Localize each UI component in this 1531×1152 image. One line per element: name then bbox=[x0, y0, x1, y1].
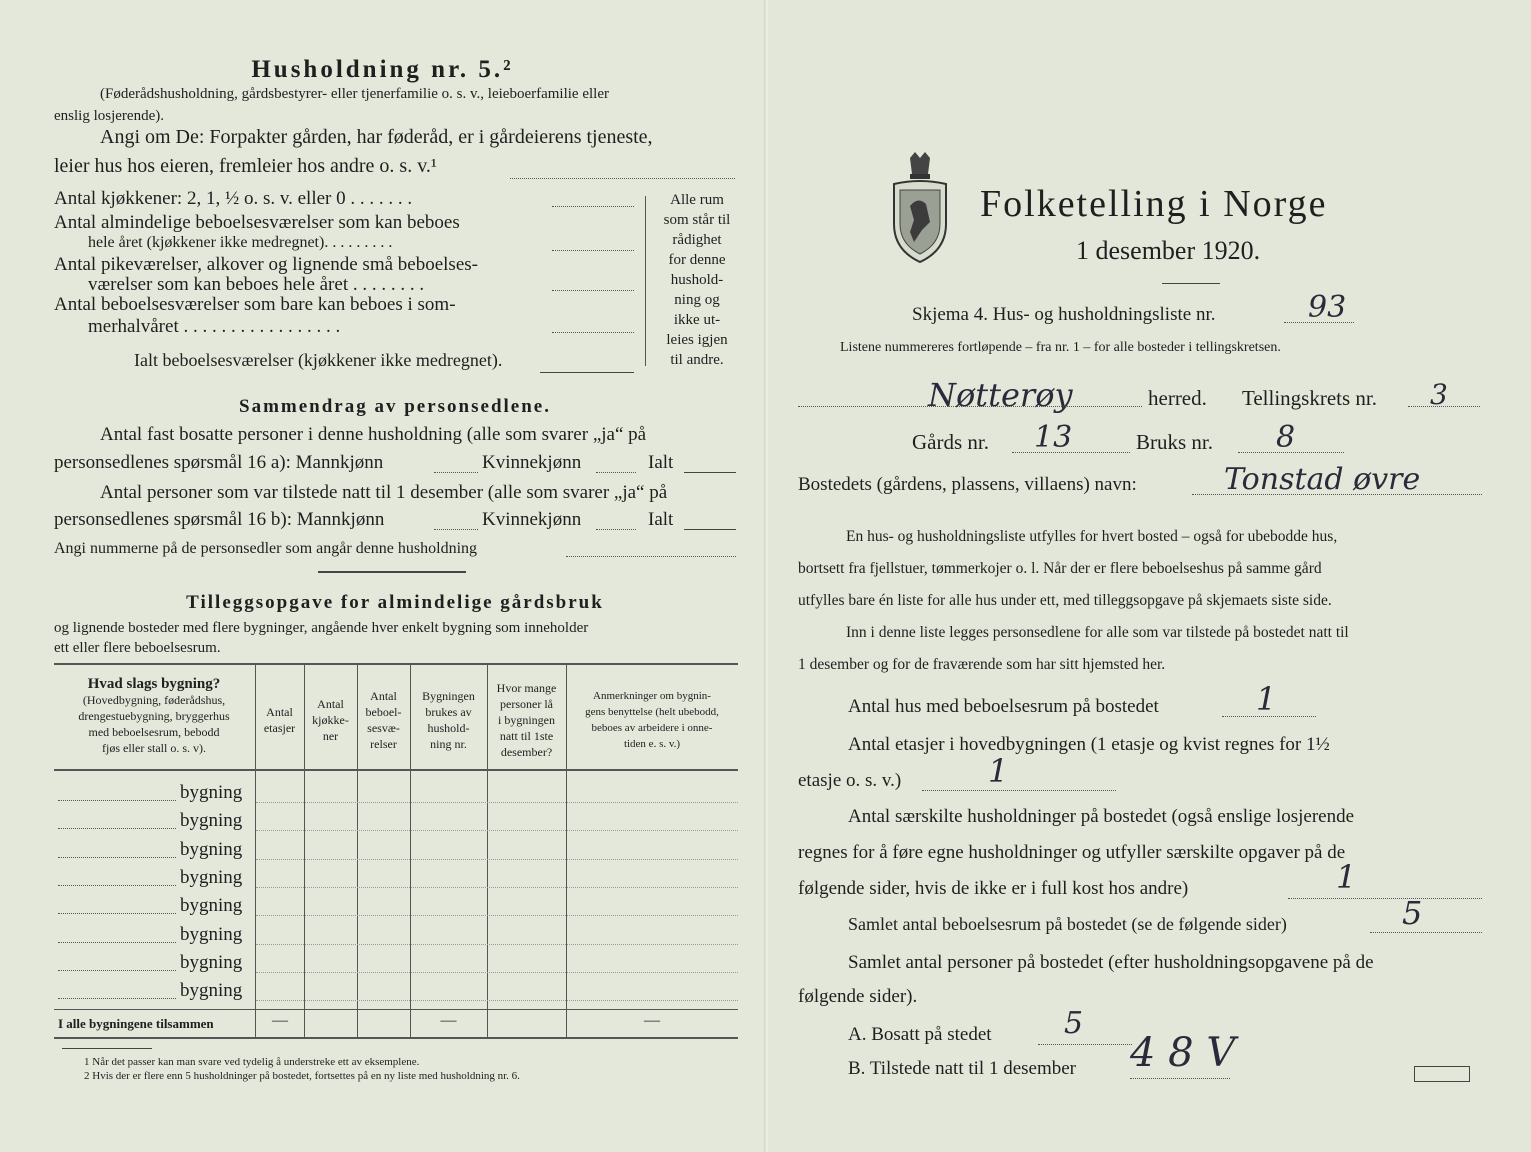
col-header-brukes-2: brukes av bbox=[425, 705, 472, 719]
main-title: Folketelling i Norge bbox=[980, 183, 1328, 225]
brace-note-9: til andre. bbox=[670, 352, 724, 368]
antal-hus-label: Antal hus med beboelsesrum på bostedet bbox=[848, 696, 1159, 717]
building-row-dotted-line bbox=[58, 970, 176, 971]
col-header-building bbox=[54, 676, 254, 756]
footnote-2: 2 Hvis der er flere enn 5 husholdninger på bostedet, fortsettes på en ny liste med husholdning nr. 6. bbox=[84, 1070, 520, 1082]
col-header-personer-1: Hvor mange bbox=[496, 681, 557, 695]
col-header-brukes-4: ning nr. bbox=[430, 737, 467, 751]
angi-line-1: Angi om De: Forpakter gården, har føderåd, er i gårdeierens tjeneste, bbox=[100, 126, 653, 148]
intro-line-2: enslig losjerende). bbox=[54, 108, 164, 124]
husholdninger-line-2: regnes for å føre egne husholdninger og utfyller særskilte opgaver på de bbox=[798, 842, 1346, 863]
building-row-label: bygning bbox=[180, 810, 243, 831]
brace-note-8: leies igjen bbox=[666, 332, 728, 348]
bosatt-label: A. Bosatt på stedet bbox=[848, 1024, 992, 1045]
small-rooms-answer-line bbox=[552, 290, 634, 291]
brace-note-1: Alle rum bbox=[670, 192, 724, 208]
brace-note-2: som står til bbox=[663, 212, 731, 228]
instruction-line-2: bortsett fra fjellstuer, tømmerkojer o. l. Når der er flere beboelseshus på samme gård bbox=[798, 560, 1322, 577]
bosted-line bbox=[1192, 494, 1482, 495]
husholdninger-answer-line bbox=[1288, 898, 1482, 899]
etasjer-line-1: Antal etasjer i hovedbygningen (1 etasje og kvist regnes for 1½ bbox=[848, 734, 1330, 755]
building-row-rule bbox=[256, 1000, 738, 1001]
bosatt-val: 5 bbox=[1064, 1006, 1084, 1041]
instruction-line-4: Inn i denne liste legges personsedlene for alle som var tilstede på bostedet natt til bbox=[846, 624, 1349, 641]
left-page bbox=[0, 0, 765, 1152]
rooms-line-1: Antal kjøkkener: 2, 1, ½ o. s. v. eller 0 . . . . . . . bbox=[54, 188, 413, 209]
tilstede-ialt-label: Ialt bbox=[648, 509, 674, 530]
col-header-vaerelser-4: relser bbox=[370, 737, 397, 751]
building-row-dotted-line bbox=[58, 913, 176, 914]
footnote-1: 1 Når det passer kan man svare ved tydelig å understreke ett av eksemplene. bbox=[84, 1056, 420, 1068]
samlet-rum-line bbox=[1370, 932, 1482, 933]
building-row-rule bbox=[256, 972, 738, 973]
rooms-line-5: værelser som kan beboes hele året . . . . . . . . bbox=[88, 274, 425, 295]
tilstede-ialt-line bbox=[684, 529, 736, 530]
col-header-anmerkninger-3: beboes av arbeidere i onne- bbox=[591, 722, 713, 734]
ordinary-rooms-answer-line bbox=[552, 250, 634, 251]
angi-line-2: leier hus hos eieren, fremleier hos andre o. s. v.¹ bbox=[54, 155, 437, 177]
col-header-brukes-1: Bygningen bbox=[422, 689, 475, 703]
col-header-anmerkninger bbox=[566, 688, 738, 752]
sammendrag-line-1: Antal fast bosatte personer i denne husholdning (alle som svarer „ja“ på bbox=[100, 424, 647, 445]
col-header-building-sub-2: drengestuebygning, bryggerhus bbox=[78, 709, 230, 723]
census-date: 1 desember 1920. bbox=[1076, 236, 1261, 265]
right-page bbox=[768, 0, 1531, 1152]
angi-answer-line bbox=[510, 178, 735, 179]
col-header-vaerelser-1: Antal bbox=[370, 689, 397, 703]
tilstede-kvinne-line bbox=[596, 529, 636, 530]
total-dash-anmerkninger: — bbox=[644, 1012, 660, 1029]
instruction-line-3: utfylles bare én liste for alle hus under ett, med tilleggsopgave på skjemaets siste side. bbox=[798, 592, 1332, 609]
bosted-label: Bostedets (gårdens, plassens, villaens) navn: bbox=[798, 474, 1137, 495]
etasjer-val: 1 bbox=[988, 752, 1009, 790]
herred-label: herred. bbox=[1148, 386, 1207, 410]
title-divider bbox=[1162, 283, 1220, 284]
brace-note bbox=[652, 190, 742, 370]
household-title: Husholdning nr. 5.² bbox=[251, 56, 514, 83]
husholdninger-line-3: følgende sider, hvis de ikke er i full kost hos andre) bbox=[798, 878, 1189, 899]
samlet-pers-line-1: Samlet antal personer på bostedet (efter husholdningsopgavene på de bbox=[848, 952, 1374, 973]
bruks-line bbox=[1238, 452, 1344, 453]
building-row-rule bbox=[256, 802, 738, 803]
col-header-anmerkninger-4: tiden e. s. v.) bbox=[623, 738, 681, 750]
herred-line bbox=[798, 406, 1142, 407]
ialt-rooms: Ialt beboelsesværelser (kjøkkener ikke medregnet). bbox=[134, 350, 503, 370]
col-header-personer-5: desember? bbox=[500, 745, 553, 759]
skjema-label: Skjema 4. Hus- og husholdningsliste nr. bbox=[912, 304, 1216, 325]
building-row-dotted-line bbox=[58, 800, 176, 801]
sammendrag-line-3: Antal personer som var tilstede natt til 1 desember (alle som svarer „ja“ på bbox=[100, 482, 668, 503]
building-row-rule bbox=[256, 944, 738, 945]
samlet-pers-line-2: følgende sider). bbox=[798, 986, 918, 1007]
bosted-name: Tonstad øvre bbox=[1224, 462, 1421, 497]
bruks-label: Bruks nr. bbox=[1136, 430, 1214, 454]
fast-ialt-line bbox=[684, 472, 736, 473]
brace-note-7: ikke ut- bbox=[673, 312, 721, 328]
building-row-dotted-line bbox=[58, 828, 176, 829]
total-dash-brukes: — bbox=[440, 1012, 457, 1029]
tilstede-kvinne-label: Kvinnekjønn bbox=[482, 509, 582, 530]
skjema-nr-line bbox=[1284, 322, 1354, 323]
col-header-brukes-3: hushold- bbox=[427, 721, 470, 735]
gards-line bbox=[1012, 452, 1130, 453]
rooms-line-6: Antal beboelsesværelser som bare kan beboes i som- bbox=[54, 294, 456, 315]
listene-note: Listene nummereres fortløpende – fra nr. 1 – for alle bosteder i tellingskretsen. bbox=[840, 340, 1281, 355]
building-row-label: bygning bbox=[180, 952, 243, 973]
col-header-etasjer-1: Antal bbox=[266, 705, 293, 719]
tellingskrets-line bbox=[1408, 406, 1480, 407]
building-row-dotted-line bbox=[58, 857, 176, 858]
building-row-label: bygning bbox=[180, 782, 243, 803]
bruks-nr: 8 bbox=[1276, 420, 1296, 455]
fast-ialt-label: Ialt bbox=[648, 452, 674, 473]
sammendrag-line-2: personsedlenes spørsmål 16 a): Mannkjønn bbox=[54, 452, 384, 473]
col-header-kjokkener-2: kjøkke- bbox=[312, 713, 349, 727]
gards-label: Gårds nr. bbox=[912, 430, 989, 454]
tilstede-mann-line bbox=[434, 529, 478, 530]
tilstede-line bbox=[1130, 1078, 1230, 1079]
building-row-rule bbox=[256, 859, 738, 860]
husholdninger-line-1: Antal særskilte husholdninger på bostedet (også enslige losjerende bbox=[848, 806, 1355, 827]
col-header-personer-2: personer lå bbox=[500, 697, 553, 711]
bosatt-line bbox=[1038, 1044, 1132, 1045]
printer-stamp bbox=[1414, 1066, 1470, 1082]
fast-mann-line bbox=[434, 472, 478, 473]
husholdninger-val: 1 bbox=[1336, 858, 1357, 896]
fast-kvinne-line bbox=[596, 472, 636, 473]
col-header-brukes bbox=[410, 688, 487, 752]
instruction-line-1: En hus- og husholdningsliste utfylles for hvert bosted – også for ubebodde hus, bbox=[846, 528, 1338, 545]
rooms-line-2: Antal almindelige beboelsesværelser som kan beboes bbox=[54, 212, 460, 233]
footnote-rule bbox=[62, 1048, 152, 1049]
brace-note-3: rådighet bbox=[672, 232, 722, 248]
ialt-rooms-answer-line bbox=[540, 372, 634, 373]
col-header-personer-4: natt til 1ste bbox=[499, 729, 554, 743]
tilstede-val: 4 8 V bbox=[1130, 1030, 1236, 1076]
building-row-label: bygning bbox=[180, 924, 243, 945]
samlet-rum-val: 5 bbox=[1402, 894, 1423, 932]
total-label: I alle bygningene tilsammen bbox=[58, 1016, 214, 1031]
building-row-label: bygning bbox=[180, 839, 243, 860]
building-row-label: bygning bbox=[180, 980, 243, 1001]
building-row-rule bbox=[256, 887, 738, 888]
rooms-line-4: Antal pikeværelser, alkover og lignende små beboelses- bbox=[54, 254, 478, 275]
rooms-line-3: hele året (kjøkkener ikke medregnet). . . . . . . . . bbox=[88, 234, 393, 251]
summer-rooms-answer-line bbox=[552, 332, 634, 333]
intro-line-1: (Føderådshusholdning, gårdsbestyrer- eller tjenerfamilie o. s. v., leieboerfamilie eller bbox=[100, 86, 609, 102]
col-header-kjokkener-3: ner bbox=[322, 729, 339, 743]
col-header-building-sub-4: fjøs eller stall o. s. v). bbox=[102, 741, 206, 755]
col-header-anmerkninger-1: Anmerkninger om bygnin- bbox=[593, 690, 711, 702]
col-header-kjokkener-1: Antal bbox=[317, 697, 344, 711]
tillegg-line-2: ett eller flere beboelsesrum. bbox=[54, 640, 221, 656]
col-header-building-sub-1: (Hovedbygning, føderådshus, bbox=[82, 693, 226, 707]
building-row-label: bygning bbox=[180, 867, 243, 888]
sammendrag-line-4: personsedlenes spørsmål 16 b): Mannkjønn bbox=[54, 509, 385, 530]
tillegg-title: Tilleggsopgave for almindelige gårdsbruk bbox=[186, 592, 604, 613]
rooms-line-7: merhalvåret . . . . . . . . . . . . . . . . . bbox=[88, 316, 341, 337]
gards-nr: 13 bbox=[1034, 420, 1073, 455]
table-header-rule bbox=[54, 769, 738, 771]
col-header-vaerelser-3: sesvæ- bbox=[367, 721, 400, 735]
table-bottom-rule bbox=[54, 1037, 738, 1039]
etasjer-line-2: etasje o. s. v.) bbox=[798, 770, 902, 791]
kitchens-answer-line bbox=[552, 206, 634, 207]
tellingskrets-label: Tellingskrets nr. bbox=[1242, 386, 1378, 410]
col-header-kjokkener bbox=[304, 696, 357, 744]
col-header-anmerkninger-2: gens benyttelse (helt ubebodd, bbox=[585, 706, 719, 718]
table-top-rule bbox=[54, 663, 738, 665]
tellingskrets-nr: 3 bbox=[1430, 378, 1448, 411]
building-row-rule bbox=[256, 915, 738, 916]
tillegg-line-1: og lignende bosteder med flere bygninger, angående hver enkelt bygning som inneholder bbox=[54, 620, 589, 636]
samlet-rum-label: Samlet antal beboelsesrum på bostedet (se de følgende sider) bbox=[848, 914, 1287, 934]
col-header-personer-3: i bygningen bbox=[498, 713, 555, 727]
etasjer-answer-line bbox=[922, 790, 1116, 791]
brace-note-5: hushold- bbox=[670, 272, 724, 288]
fast-kvinne-label: Kvinnekjønn bbox=[482, 452, 582, 473]
col-header-etasjer-2: etasjer bbox=[263, 721, 296, 735]
coat-of-arms-icon bbox=[888, 150, 952, 266]
col-header-vaerelser-2: beboel- bbox=[365, 705, 402, 719]
antal-hus-line bbox=[1222, 716, 1316, 717]
col-header-building-title: Hvad slags bygning? bbox=[87, 676, 221, 692]
skjema-nr: 93 bbox=[1308, 290, 1347, 325]
brace-note-4: for denne bbox=[668, 252, 726, 268]
instruction-line-5: 1 desember og for de fraværende som har sitt hjemsted her. bbox=[798, 656, 1166, 673]
building-row-label: bygning bbox=[180, 895, 243, 916]
angi-nummerne-line bbox=[566, 556, 736, 557]
section-divider bbox=[318, 571, 466, 573]
table-total-rule bbox=[54, 1009, 738, 1010]
building-row-dotted-line bbox=[58, 942, 176, 943]
tilstede-label: B. Tilstede natt til 1 desember bbox=[848, 1058, 1076, 1079]
herred-name: Nøtterøy bbox=[928, 376, 1073, 414]
building-row-dotted-line bbox=[58, 998, 176, 999]
brace-line bbox=[645, 196, 646, 366]
col-header-vaerelser bbox=[357, 688, 410, 752]
building-row-dotted-line bbox=[58, 885, 176, 886]
building-row-rule bbox=[256, 830, 738, 831]
angi-nummerne: Angi nummerne på de personsedler som angår denne husholdning bbox=[54, 540, 478, 557]
col-header-etasjer bbox=[255, 704, 304, 736]
total-dash-etasjer: — bbox=[272, 1012, 288, 1029]
antal-hus-val: 1 bbox=[1256, 680, 1277, 718]
brace-note-6: ning og bbox=[674, 292, 720, 308]
col-header-personer bbox=[487, 680, 566, 760]
col-header-building-sub-3: med beboelsesrum, bebodd bbox=[88, 725, 220, 739]
sammendrag-title: Sammendrag av personsedlene. bbox=[239, 396, 551, 417]
